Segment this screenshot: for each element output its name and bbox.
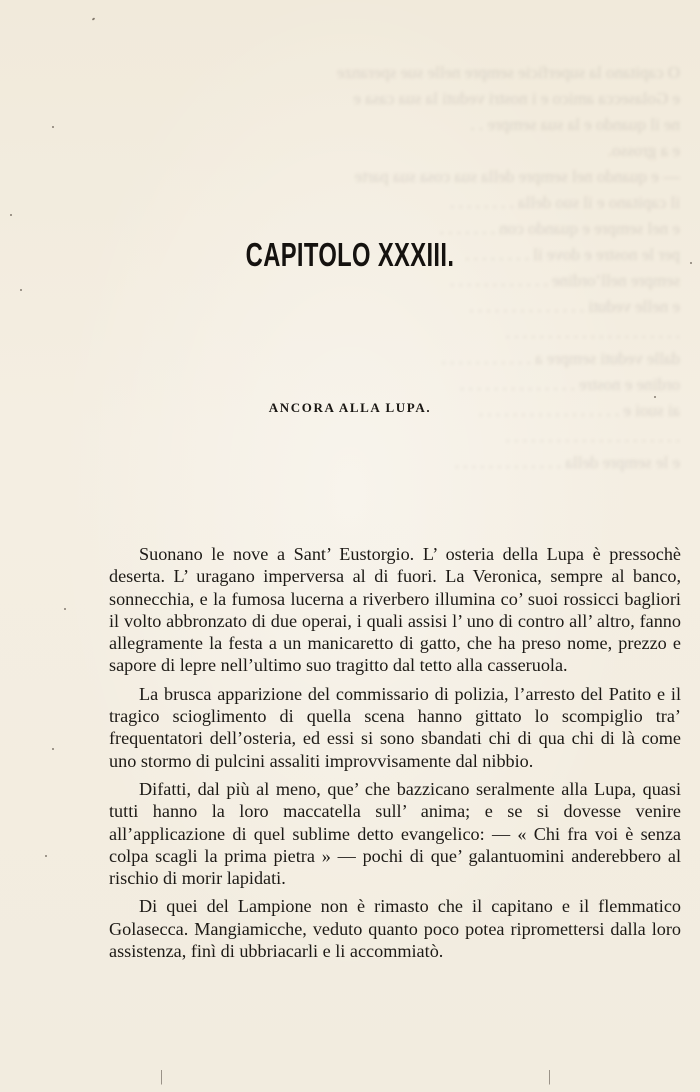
bleed-mark: | [548, 1068, 552, 1085]
paragraph-4: Di quei del Lampione non è rimasto che il capitano e il flemmatico Golasecca. Mangiamicche, veduto quanto poco potea ripromettersi dalla loro assistenza, finì di ubbriacarli e li accommiatò. [109, 896, 681, 962]
bleed-through-text: O capitano la superficie sempre nelle sue speranze e Golasecca amico e i nostri veduti la sua casa e ne il quando e la sua sempre . . e a grosso. — e quando nel sempre della sua cosa sua parte il capitano e il suo della . . . . . . . . e nel sempre e quando con . . . . . . . per le nostre e dove il . . . . . . . . sempre nell’ordine . . . . . . . . . . . . e nelle veduti . . . . . . . . . . . . . . . . . . . . . . . . . . . . . . . . . . . dalle veduti sempre a . . . . . . . . . . . ordine e nostre . . . . . . . . . . . . . . ai suoi e . . . . . . . . . . . . . . . . . . . . . . . . . . . . . . . . . . . . . . e le sempre della . . . . . . . . . . . . . [336, 63, 680, 472]
paper-speck [52, 126, 54, 128]
body-text [109, 543, 681, 968]
paper-speck [64, 608, 66, 610]
paper-speck [690, 262, 692, 264]
paper-speck [92, 17, 96, 20]
paper-speck [10, 214, 12, 216]
paper-speck [654, 396, 656, 398]
paper-speck [45, 855, 47, 857]
paper-speck [20, 289, 22, 291]
chapter-subtitle: ANCORA ALLA LUPA. [268, 400, 432, 415]
paragraph-3: Difatti, dal più al meno, que’ che bazzicano seralmente alla Lupa, quasi tutti hanno la loro maccatella sull’ anima; e se si dovesse venire all’applicazione di quel sublime detto evangelico: — « Chi fra voi è senza colpa scagli la prima pietra » — pochi di que’ galantuomini anderebbero al rischio di morir lapidati. [109, 778, 681, 889]
paragraph-1: Suonano le nove a Sant’ Eustorgio. L’ osteria della Lupa è pressochè deserta. L’ uragano imperversa al di fuori. La Veronica, sempre al banco, sonnecchia, e la fumosa lucerna a riverbero illumina co’ suoi rossicci bagliori il volto abbronzato di due operai, i quali assisi l’ uno di contro all’ altro, fanno allegramente la festa a un manicaretto di gatto, che ha preso nome, prezzo e sapore di lepre nell’ultimo suo tragitto dal tetto alla casseruola. [109, 544, 681, 676]
paragraph-2: La brusca apparizione del commissario di polizia, l’arresto del Patito e il tragico scioglimento di quella scena hanno gittato lo scompiglio tra’ frequentatori dell’osteria, ed essi si sono sbandati chi di qua chi di là come uno stormo di pulcini assaliti improvvisamente dal nibbio. [109, 683, 681, 771]
chapter-title: CAPITOLO XXXIII. [245, 236, 455, 273]
bleed-mark: | [160, 1068, 164, 1085]
paper-speck [52, 748, 54, 750]
